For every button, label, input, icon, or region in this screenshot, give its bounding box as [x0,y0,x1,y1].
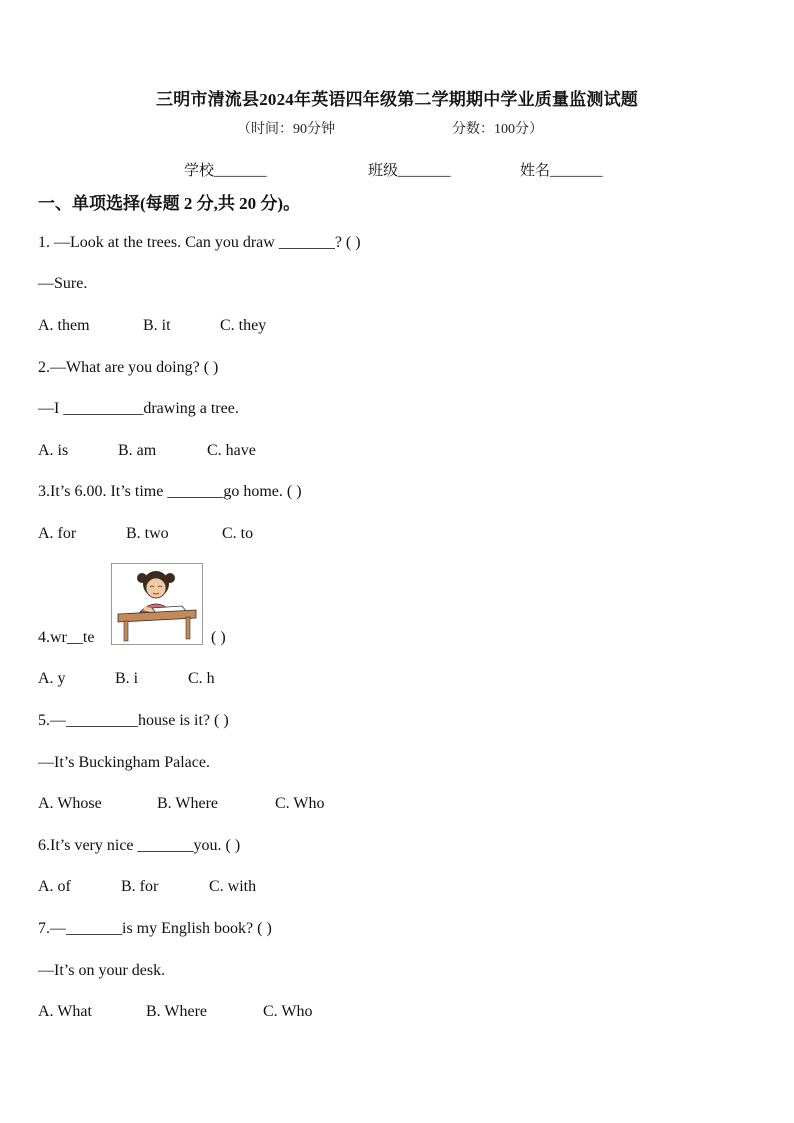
question-stem: 7.—_______is my English book? ( ) [38,920,272,937]
option-b: B. two [126,525,169,542]
option-b: B. Where [157,795,219,812]
option-c: C. to [222,525,254,542]
question-stem: 5.—_________house is it? ( ) [38,712,229,729]
girl-writing-picture [111,563,203,645]
answer-parentheses: ( ) [211,629,226,646]
option-c: C. Who [275,795,325,812]
option-a: A. is [38,442,69,459]
exam-time: （时间：90分钟 [237,122,335,137]
option-a: A. for [38,525,77,542]
question-reply: —Sure. [38,275,88,292]
question-stem: 2.—What are you doing? ( ) [38,359,219,376]
option-b: B. am [118,442,157,459]
girl-writing-illustration [112,564,202,644]
option-b: B. i [115,670,139,687]
question-stem: 6.It’s very nice _______you. ( ) [38,837,241,854]
exam-title: 三明市清流县2024年英语四年级第二学期期中学业质量监测试题 [156,90,638,109]
option-c: C. they [220,317,267,334]
section-title: 一、单项选择(每题 2 分,共 20 分)。 [38,194,301,213]
question-stem: 1. —Look at the trees. Can you draw _______? ( ) [38,234,361,251]
option-a: A. Whose [38,795,102,812]
option-c: C. Who [263,1003,313,1020]
exam-score: 分数：100分） [452,122,543,137]
option-a: A. them [38,317,90,334]
option-c: C. with [209,878,257,895]
option-b: B. it [143,317,171,334]
name-field: 姓名_______ [520,163,603,179]
class-field: 班级_______ [368,163,451,179]
option-a: A. of [38,878,71,895]
option-a: A. What [38,1003,92,1020]
option-c: C. have [207,442,256,459]
question-stem: 3.It’s 6.00. It’s time _______go home. ( ) [38,483,302,500]
question-stem: 4.wr__te [38,629,95,646]
question-reply: —I __________drawing a tree. [38,400,239,417]
question-reply: —It’s on your desk. [38,962,166,979]
question-reply: —It’s Buckingham Palace. [38,754,210,771]
option-a: A. y [38,670,66,687]
option-b: B. for [121,878,159,895]
option-b: B. Where [146,1003,208,1020]
option-c: C. h [188,670,215,687]
school-field: 学校_______ [184,163,267,179]
